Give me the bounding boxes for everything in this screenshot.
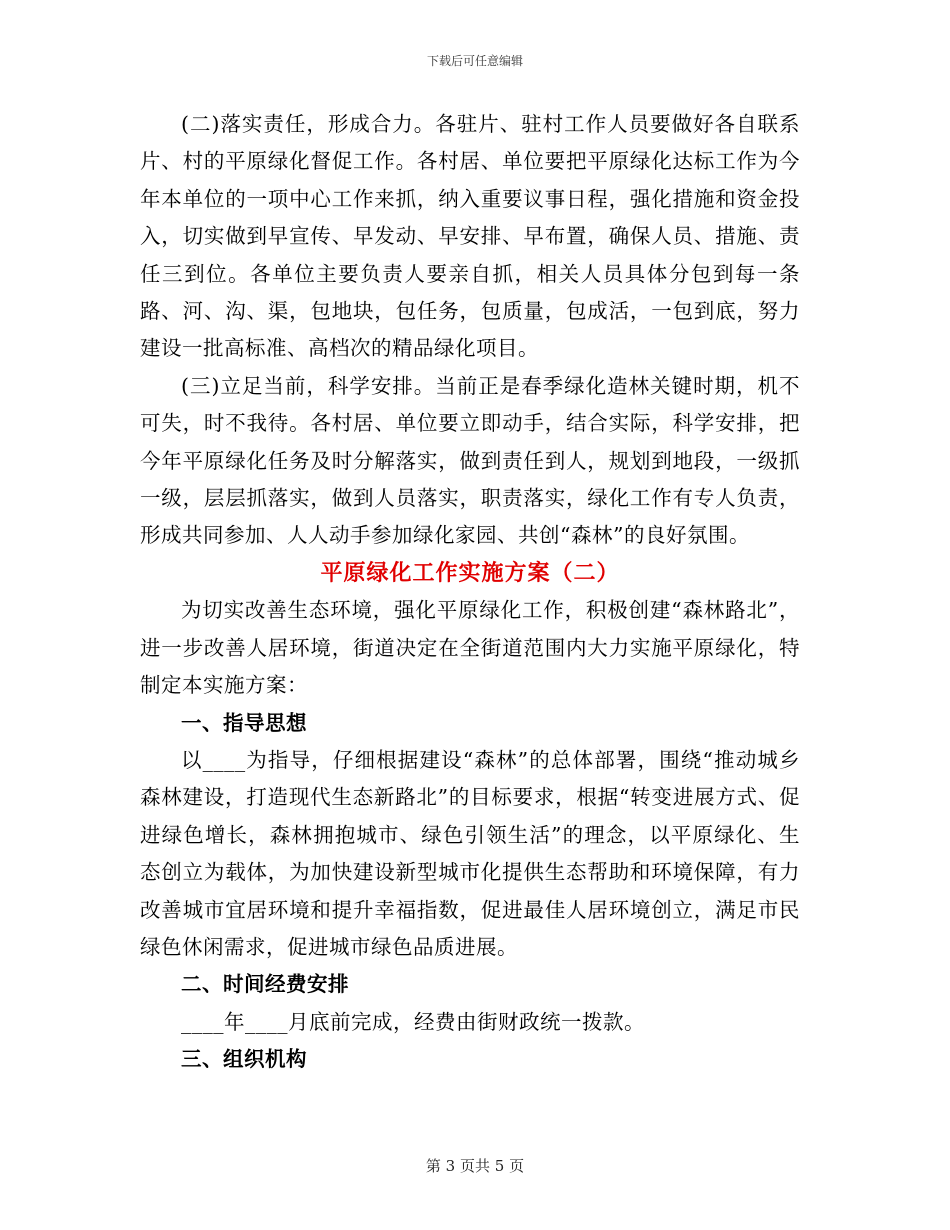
document-body bbox=[140, 106, 800, 1079]
page-footer: 第 3 页共 5 页 bbox=[425, 1157, 525, 1175]
paragraph-guiding-thought: 以____为指导，仔细根据建设“森林”的总体部署，围绕“推动城乡森林建设，打造现代生态新路北”的目标要求，根据“转变进展方式、促进绿色增长，森林拥抱城市、绿色引领生活”的理念，以平原绿化、生态创立为载体，为加快建设新型城市化提供生态帮助和环境保障，有力改善城市宜居环境和提升幸福指数，促进最佳人居环境创立，满足市民绿色休闲需求，促进城市绿色品质进展。 bbox=[140, 747, 800, 959]
paragraph-responsibility: (二)落实责任，形成合力。各驻片、驻村工作人员要做好各自联系片、村的平原绿化督促工作。各村居、单位要把平原绿化达标工作为今年本单位的一项中心工作来抓，纳入重要议事日程，强化措施和资金投入，切实做到早宣传、早发动、早安排、早布置，确保人员、措施、责任三到位。各单位主要负责人要亲自抓，相关人员具体分包到每一条路、河、沟、渠，包地块，包任务，包质量，包成活，一包到底，努力建设一批高标准、高档次的精品绿化项目。 bbox=[140, 112, 800, 361]
heading-guiding-thought: 一、指导思想 bbox=[181, 710, 307, 735]
paragraph-intro: 为切实改善生态环境，强化平原绿化工作，积极创建“森林路北”，进一步改善人居环境，街道决定在全街道范围内大力实施平原绿化，特制定本实施方案： bbox=[140, 598, 800, 698]
heading-time-budget: 二、时间经费安排 bbox=[181, 972, 349, 997]
heading-organization: 三、组织机构 bbox=[181, 1047, 307, 1072]
paragraph-arrangement: (三)立足当前，科学安排。当前正是春季绿化造林关键时期，机不可失，时不我待。各村居、单位要立即动手，结合实际，科学安排，把今年平原绿化任务及时分解落实，做到责任到人，规划到地段，一级抓一级，层层抓落实，做到人员落实，职责落实，绿化工作有专人负责，形成共同参加、人人动手参加绿化家园、共创“森林”的良好氛围。 bbox=[140, 373, 800, 548]
page-header: 下载后可任意编辑 bbox=[426, 54, 523, 68]
paragraph-time-budget: ____年____月底前完成，经费由街财政统一拨款。 bbox=[181, 1009, 645, 1034]
document-title: 平原绿化工作实施方案（二） bbox=[320, 559, 620, 586]
